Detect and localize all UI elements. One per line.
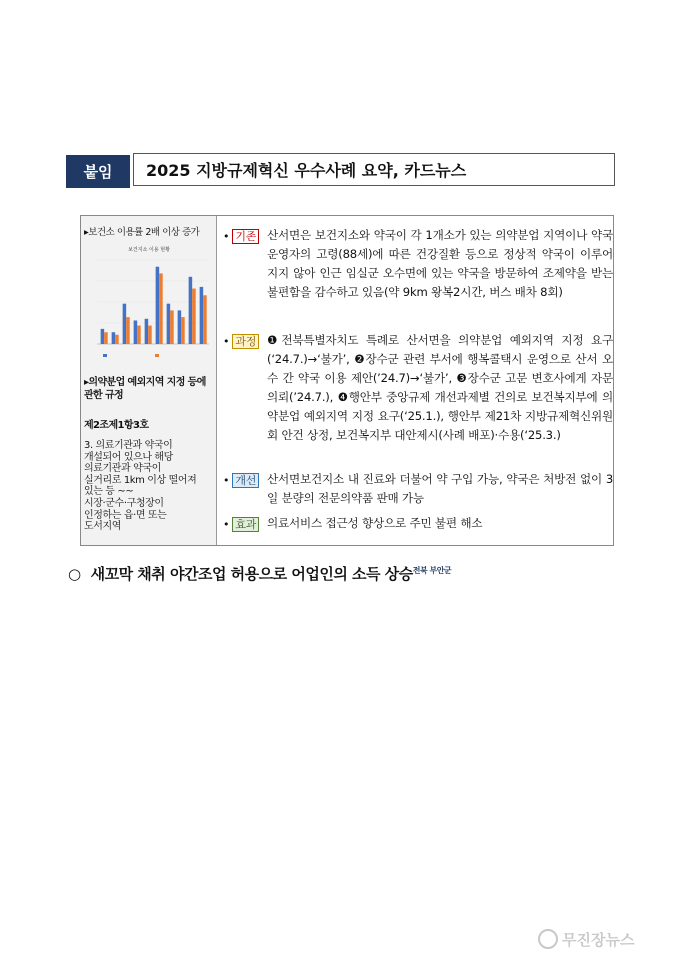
- clause-line: 의료기관과 약국이: [84, 463, 161, 475]
- row-text: 산서면은 보건지소와 약국이 각 1개소가 있는 의약분업 지역이나 약국 운영자의 고령(88세)에 따른 건강질환 등으로 정상적 약국이 이루어 지지 않아 인근 임실군 오수면에 있는 약국을 방문하여 조제약을 받는 불편함을 감수하고 있음(약 9km 왕복2시간, 버스 배차 8회): [267, 228, 613, 299]
- section-heading: [68, 563, 628, 584]
- left-panel: [81, 216, 217, 545]
- regulation-title: ▸의약분업 예외지역 지정 등에 관한 규정: [84, 377, 206, 401]
- regulation-clause: [84, 440, 214, 533]
- chart-bar: [115, 335, 119, 344]
- watermark-logo-icon: [538, 929, 558, 949]
- chart-bar: [192, 289, 196, 344]
- chart-bar: [112, 332, 116, 344]
- row-before: [217, 226, 613, 302]
- bullet-label: • 과정: [223, 332, 259, 351]
- bullet-label: • 효과: [223, 515, 259, 534]
- row-text: ❶전북특별자치도 특례로 산서면을 의약분업 예외지역 지정 요구(‘24.7.)→‘불가’, ❷장수군 관련 부서에 행복콜택시 운영으로 산서 오수 간 약국 이용 제안(’24.7)→‘불가’, ❸장수군 고문 변호사에게 자문 의뢰(’24.7.), ❹행안부 중앙규제 개선과제별 건의로 보건복지부에 의약분업 예외지역 지정 요구(‘25.1.), 행안부 제21차 지방규제혁신위원회 안건 상정, 보건복지부 대안제시(사례 배포)·수용(‘25.3.): [267, 333, 613, 442]
- chart-bar: [101, 329, 105, 344]
- clause-line: 인정하는 읍·면 또는: [84, 509, 167, 521]
- chart-bar: [181, 317, 185, 344]
- row-text: 산서면보건지소 내 진료와 더불어 약 구입 가능, 약국은 처방전 없이 3일 분량의 전문의약품 판매 가능: [267, 472, 613, 505]
- clause-line: 도서지역: [84, 521, 122, 533]
- chart-bar: [126, 317, 130, 344]
- chart-bar: [170, 310, 174, 344]
- row-effect: [217, 514, 613, 536]
- chart-bar: [137, 326, 141, 344]
- clause-line: 개설되어 있으나 해당: [84, 451, 173, 463]
- chart-bar: [167, 304, 171, 344]
- bullet-label: • 개선: [223, 471, 259, 490]
- chart-bar: [134, 320, 138, 344]
- label-improvement: 개선: [232, 473, 259, 488]
- clause-line: 실거리로 1km 이상 떨어져: [84, 474, 197, 486]
- label-process: 과정: [232, 334, 259, 349]
- clause-line: 있는 등 ~~: [84, 486, 134, 498]
- section-text: 새꼬막 채취 야간조업 허용으로 어업인의 소득 상승: [90, 565, 413, 583]
- watermark: [538, 925, 674, 953]
- page-title: 2025 지방규제혁신 우수사례 요약, 카드뉴스: [133, 153, 615, 186]
- row-text: 의료서비스 접근성 향상으로 주민 불편 해소: [267, 516, 483, 530]
- chart-bar: [189, 277, 193, 344]
- row-process: [217, 331, 613, 466]
- chart-bar: [159, 273, 163, 344]
- clause-line: 시장·군수·구청장이: [84, 497, 164, 509]
- row-improvement: [217, 470, 613, 510]
- appendix-tag: 붙임: [66, 155, 130, 188]
- label-before: 기존: [232, 229, 259, 244]
- chart-bar: [203, 295, 207, 344]
- chart-bar: [200, 287, 204, 344]
- chart-caption: ▸보건소 이용률 2배 이상 증가: [84, 227, 200, 238]
- usage-chart: [85, 244, 213, 364]
- regulation-article: 제2조제1항3호: [84, 420, 149, 431]
- case-summary-box: [80, 215, 614, 546]
- chart-bar: [178, 310, 182, 344]
- clause-line: 3. 의료기관과 약국이: [84, 440, 173, 451]
- chart-bar: [148, 326, 152, 344]
- section-region: 전북 부안군: [412, 566, 452, 575]
- chart-bar: [123, 304, 127, 344]
- label-effect: 효과: [232, 517, 259, 532]
- chart-title: 보건지소 이용 현황: [128, 247, 170, 253]
- chart-bar: [145, 319, 149, 344]
- chart-bar: [156, 267, 160, 344]
- watermark-text: 무진장뉴스: [562, 930, 635, 949]
- chart-bar: [104, 332, 108, 344]
- bullet-label: • 기존: [223, 227, 259, 246]
- right-panel: [217, 216, 613, 545]
- circle-bullet: ○: [68, 565, 81, 583]
